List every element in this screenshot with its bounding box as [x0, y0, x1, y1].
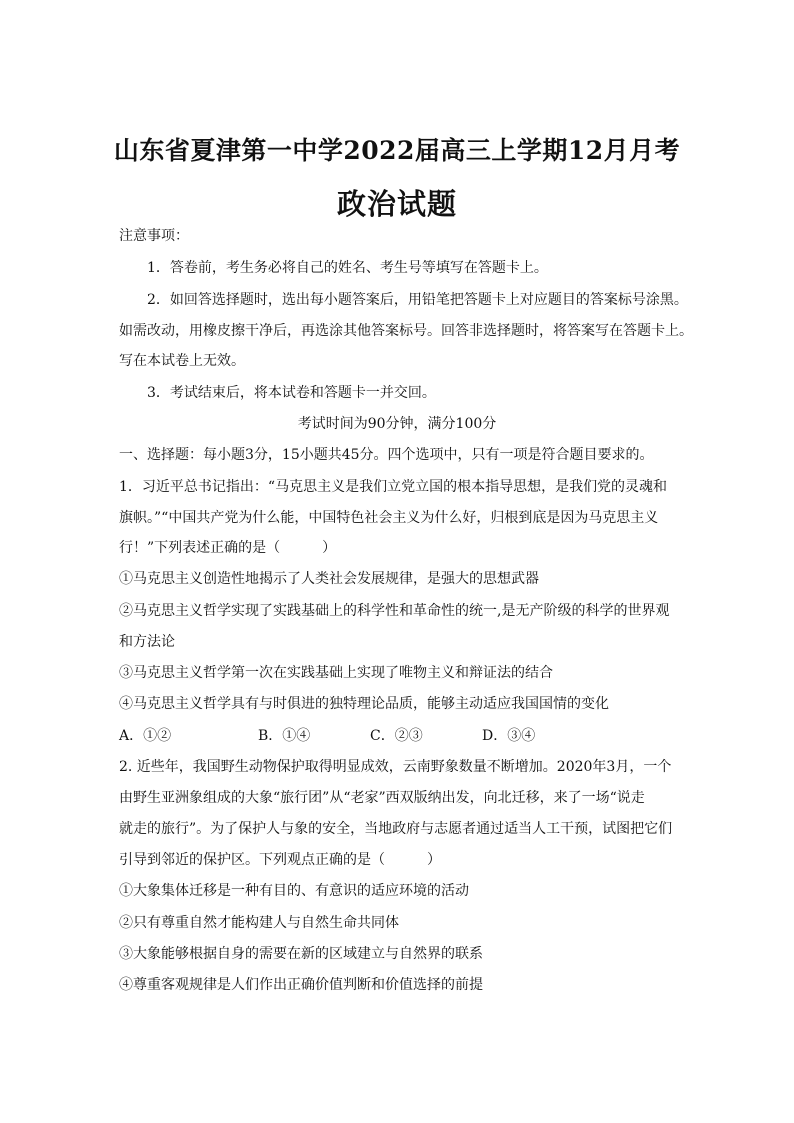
- q2-stem-line-1: 2. 近些年，我国野生动物保护取得明显成效，云南野象数量不断增加。2020年3月，一个: [119, 759, 672, 775]
- q2-statement-3: ③大象能够根据自身的需要在新的区域建立与自然界的联系: [119, 946, 483, 962]
- q1-statement-2-line-1: ②马克思主义哲学实现了实践基础上的科学性和革命性的统一,是无产阶级的科学的世界观: [119, 603, 670, 619]
- q1-option-c: C．②③: [370, 728, 423, 744]
- notice-item-2-line-1: 2．如回答选择题时，选出每小题答案后，用铅笔把答题卡上对应题目的答案标号涂黑。: [147, 292, 688, 308]
- q1-stem-line-2: 旗帜。”“中国共产党为什么能，中国特色社会主义为什么好，归根到底是因为马克思主义: [119, 510, 659, 526]
- q1-statement-2-line-2: 和方法论: [119, 634, 175, 650]
- exam-subject-title: 政治试题: [336, 187, 457, 221]
- notice-item-2-line-2: 如需改动，用橡皮擦干净后，再选涂其他答案标号。回答非选择题时，将答案写在答题卡上。: [119, 323, 693, 339]
- notice-item-1: 1．答卷前，考生务必将自己的姓名、考生号等填写在答题卡上。: [147, 260, 548, 276]
- q1-stem-line-3: 行！”下列表述正确的是（ ）: [119, 540, 337, 556]
- q1-option-a: A．①②: [119, 728, 172, 744]
- q2-stem-line-4: 引导到邻近的保护区。下列观点正确的是（ ）: [119, 852, 441, 868]
- q1-option-d: D．③④: [482, 728, 536, 744]
- q1-option-b: B．①④: [258, 728, 311, 744]
- notice-heading: 注意事项：: [119, 228, 189, 244]
- exam-time-info: 考试时间为90分钟，满分100分: [297, 416, 497, 432]
- exam-title: 山东省夏津第一中学2022届高三上学期12月月考: [113, 136, 681, 165]
- q1-statement-1: ①马克思主义创造性地揭示了人类社会发展规律，是强大的思想武器: [119, 571, 539, 587]
- notice-item-3: 3．考试结束后，将本试卷和答题卡一并交回。: [147, 385, 436, 401]
- notice-item-2-line-3: 写在本试卷上无效。: [119, 353, 245, 369]
- section-1-heading: 一、选择题：每小题3分，15小题共45分。四个选项中，只有一项是符合题目要求的。: [119, 447, 654, 463]
- q2-stem-line-2: 由野生亚洲象组成的大象“旅行团”从“老家”西双版纳出发，向北迁移，来了一场“说走: [119, 790, 645, 806]
- q2-statement-1: ①大象集体迁移是一种有目的、有意识的适应环境的活动: [119, 883, 469, 899]
- q1-statement-4: ④马克思主义哲学具有与时俱进的独特理论品质，能够主动适应我国国情的变化: [119, 696, 609, 712]
- q2-statement-4: ④尊重客观规律是人们作出正确价值判断和价值选择的前提: [119, 977, 483, 993]
- q1-stem-line-1: 1．习近平总书记指出：“马克思主义是我们立党立国的根本指导思想，是我们党的灵魂和: [119, 479, 668, 495]
- q2-stem-line-3: 就走的旅行”。为了保护人与象的安全，当地政府与志愿者通过适当人工干预，试图把它们: [119, 821, 673, 837]
- q2-statement-2: ②只有尊重自然才能构建人与自然生命共同体: [119, 915, 399, 931]
- q1-statement-3: ③马克思主义哲学第一次在实践基础上实现了唯物主义和辩证法的结合: [119, 665, 553, 681]
